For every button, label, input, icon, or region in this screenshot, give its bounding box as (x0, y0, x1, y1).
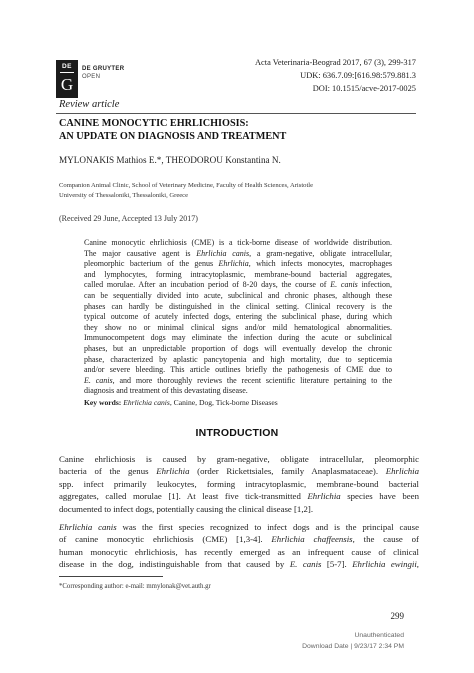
section-heading-introduction: INTRODUCTION (195, 427, 279, 439)
abstract-line: The major causative agent is Ehrlichia canis, a gram-negative, obligate intracellular, (84, 248, 392, 258)
publisher-name: DE GRUYTER (82, 66, 125, 72)
udk-code: UDK: 636.7.09:[616.98:579.881.3 (300, 71, 416, 80)
logo-top-text: DE (61, 63, 73, 70)
download-stamp-line-1: Unauthenticated (354, 632, 404, 639)
introduction-body (59, 453, 419, 571)
body-line: of canine monocytic ehrlichiosis (CME) [1,3-4]. Ehrlichia chaffeensis, the cause of (59, 534, 419, 545)
abstract-line: called morulae. After an incubation period of 8-20 days, the course of E. canis infection, (84, 280, 392, 290)
authors: MYLONAKIS Mathios E.*, THEODOROU Konstantina N. (59, 155, 281, 165)
abstract (84, 238, 392, 397)
abstract-line: and/or severe bleeding. This article outlines briefly the pathogenesis of CME due to (84, 365, 392, 375)
body-line: disease in the dog, indistinguishable from that caused by E. canis [5-7]. Ehrlichia ewingii, (59, 559, 419, 570)
article-title (59, 117, 419, 143)
abstract-line: they show no or minimal clinical signs and/or mild hematological abnormalities. (84, 322, 392, 332)
abstract-line: diagnosis and treatment of this devastating disease. (84, 386, 248, 396)
keyword-italic: Ehrlichia canis (123, 398, 170, 407)
received-dates: (Received 29 June, Accepted 13 July 2017) (59, 214, 198, 223)
abstract-line: Canine monocytic ehrlichiosis (CME) is a tick-borne disease of worldwide distribution. (84, 238, 392, 247)
abstract-line: phases can hardly be distinguished in the clinical setting. Clinical recovery is the (84, 301, 392, 311)
body-line: Canine ehrlichiosis is caused by gram-negative, obligate intracellular, pleomorphic (59, 454, 419, 464)
abstract-line: and lymphocytes, forming intracytoplasmic, membrane-bound bacterial aggregates, (84, 269, 392, 279)
body-line: documented to infect dogs, potentially causing the clinical disease [1,2]. (59, 503, 314, 514)
body-line: bacteria of the genus Ehrlichia (order Rickettsiales, family Anaplasmataceae). Ehrlichia (59, 466, 419, 477)
footnote-divider (59, 576, 163, 577)
affiliation-line: University of Thessaloniki, Thessaloniki, Greece (59, 192, 189, 199)
download-stamp-line-2: Download Date | 9/23/17 2:34 PM (302, 643, 404, 650)
journal-reference: Acta Veterinaria-Beograd 2017, 67 (3), 299-317 (254, 58, 416, 67)
page-number: 299 (390, 611, 404, 621)
logo-bottom-text: G (60, 75, 74, 94)
header-divider (56, 113, 416, 114)
publisher-access: OPEN (82, 74, 101, 80)
body-line: human monocytic ehrlichiosis, has recently emerged as an infrequent cause of clinical (59, 546, 419, 557)
body-line: spp. infect primarily leukocytes, forming intracytoplasmic, membrane-bound bacterial (59, 478, 419, 489)
abstract-line: E. canis, and more thoroughly reviews the recent scientific literature pertaining to the (84, 375, 392, 385)
body-line: Ehrlichia canis was the first species recognized to infect dogs and is the principal cause (59, 522, 419, 533)
abstract-line: phases, but an unpredictable proportion of dogs will eventually develop the chronic (84, 343, 392, 353)
article-type: Review article (59, 99, 120, 110)
keywords-rest: , Canine, Dog, Tick-borne Diseases (169, 398, 278, 407)
abstract-line: can be sequentially divided into acute, subclinical and chronic phases, although these (84, 290, 392, 300)
body-line: aggregates, called morulae [1]. At least five tick-transmitted Ehrlichia species have been (59, 491, 419, 502)
abstract-line: typical outcome of acutely infected dogs, entering the subclinical phase, during which (84, 312, 392, 322)
abstract-line: phase, characterized by aplastic pancytopenia and high mortality, due to septicemia (84, 354, 392, 364)
keywords (84, 398, 278, 407)
abstract-line: pleomorphic bacterium of the genus Ehrlichia, which infects monocytes, macrophages (84, 259, 392, 269)
doi[interactable]: DOI: 10.1515/acve-2017-0025 (312, 84, 416, 93)
logo-divider (60, 72, 74, 73)
publisher-logo (56, 60, 78, 98)
affiliation-line: Companion Animal Clinic, School of Veterinary Medicine, Faculty of Health Sciences, Aristotle (59, 182, 314, 189)
affiliation (59, 181, 419, 201)
title-line: AN UPDATE ON DIAGNOSIS AND TREATMENT (59, 131, 287, 142)
abstract-line: Immunocompetent dogs may eliminate the infection during the acute or subclinical (84, 333, 392, 343)
title-line: CANINE MONOCYTIC EHRLICHIOSIS: (59, 118, 249, 129)
corresponding-author-footnote: *Corresponding author: e-mail: mmylonak@vet.auth.gr (59, 583, 211, 590)
keywords-label: Key words: (84, 398, 122, 407)
